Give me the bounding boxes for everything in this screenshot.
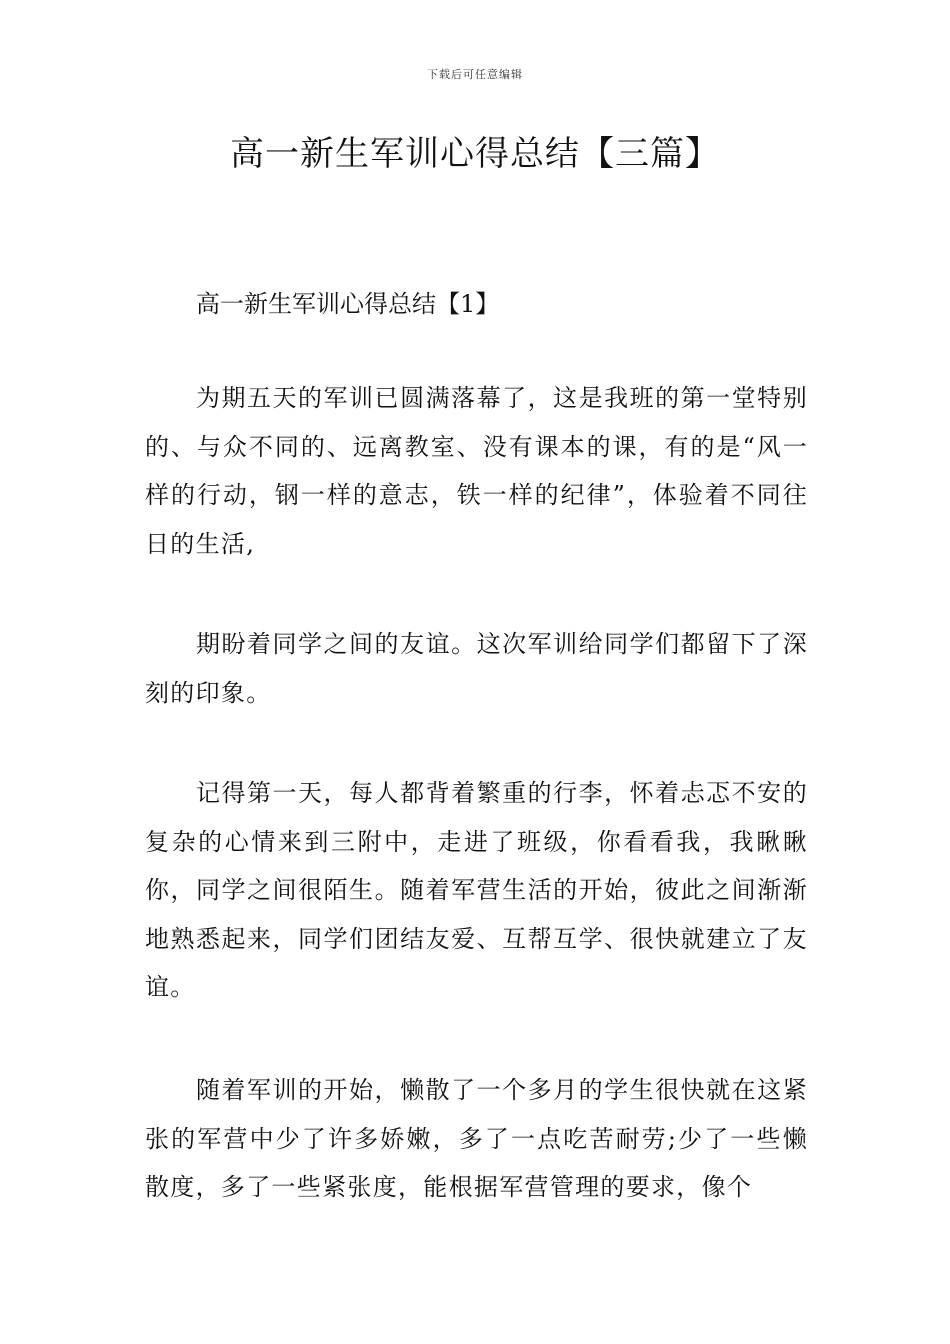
paragraph: 为期五天的军训已圆满落幕了，这是我班的第一堂特别的、与众不同的、远离教室、没有课本的课，有的是“风一样的行动，钢一样的意志，铁一样的纪律”，体验着不同往日的生活, (145, 384, 808, 558)
paragraph: 期盼着同学之间的友谊。这次军训给同学们都留下了深刻的印象。 (145, 630, 808, 707)
document-title: 高一新生军训心得总结【三篇】 (230, 134, 720, 174)
paragraph: 随着军训的开始，懒散了一个多月的学生很快就在这紧张的军营中少了许多娇嫩，多了一点吃苦耐劳;少了一些懒散度，多了一些紧张度，能根据军营管理的要求，像个 (145, 1076, 808, 1201)
section-heading: 高一新生军训心得总结【1】 (196, 290, 500, 318)
paragraph: 记得第一天，每人都背着繁重的行李，怀着忐忑不安的复杂的心情来到三附中，走进了班级，你看看我，我瞅瞅你，同学之间很陌生。随着军营生活的开始，彼此之间渐渐地熟悉起来，同学们团结友爱、互帮互学、很快就建立了友谊。 (145, 779, 808, 1001)
header-note: 下载后可任意编辑 (427, 68, 523, 81)
